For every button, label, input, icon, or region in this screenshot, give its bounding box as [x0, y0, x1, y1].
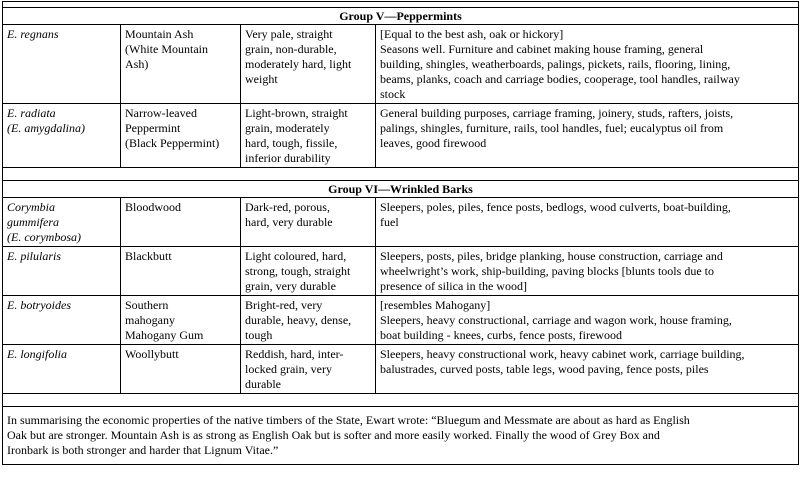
uses-cell-line: Sleepers, heavy constructional, carriage and wagon work, house framing, [380, 313, 732, 327]
description-cell-line: Bright-red, very [245, 298, 323, 312]
description-cell-line: durable [245, 377, 281, 391]
group-title: Group VI—Wrinkled Barks [3, 181, 799, 198]
species-row [3, 247, 799, 296]
description-cell-line: Very pale, straight [245, 27, 333, 41]
description-cell [241, 296, 376, 345]
description-cell-line: grain, very durable [245, 279, 336, 293]
uses-cell-line: [Equal to the best ash, oak or hickory] [380, 27, 564, 41]
uses-cell [376, 198, 799, 247]
uses-cell-line: balustrades, curved posts, table legs, wood paving, fence posts, piles [380, 362, 709, 376]
uses-cell-line: General building purposes, carriage framing, joinery, studs, rafters, joists, [380, 106, 734, 120]
scientific-name-cell [3, 247, 121, 296]
species-row [3, 104, 799, 168]
uses-cell-line: Sleepers, posts, piles, bridge planking, house construction, carriage and [380, 249, 723, 263]
description-cell-line: Reddish, hard, inter- [245, 347, 344, 361]
uses-cell-line: building, shingles, weatherboards, palings, pickets, rails, flooring, lining, [380, 57, 731, 71]
common-name-cell-line: Bloodwood [125, 200, 182, 214]
uses-cell-line: fuel [380, 215, 399, 229]
scientific-name-cell [3, 25, 121, 104]
spacer-row [3, 168, 799, 181]
common-name-cell-line: mahogany [125, 313, 175, 327]
common-name-cell [121, 345, 241, 394]
description-cell-line: tough [245, 328, 273, 342]
scientific-name-cell [3, 198, 121, 247]
description-cell-line: inferior durability [245, 151, 331, 165]
uses-cell-line: palings, shingles, furniture, rails, tool handles, fuel; eucalyptus oil from [380, 121, 724, 135]
description-cell [241, 247, 376, 296]
spacer-cell [3, 168, 799, 181]
uses-cell-line: boat building - knees, curbs, fence posts, firewood [380, 328, 622, 342]
uses-cell-line: [resembles Mahogany] [380, 298, 491, 312]
description-cell-line: strong, tough, straight [245, 264, 351, 278]
summary-paragraph [3, 407, 799, 465]
common-name-cell-line: (White Mountain [125, 42, 208, 56]
scientific-name-cell-line: E. botryoides [7, 298, 71, 312]
scientific-name-cell [3, 296, 121, 345]
common-name-cell [121, 104, 241, 168]
scientific-name-cell [3, 104, 121, 168]
uses-cell-line: stock [380, 87, 406, 101]
uses-cell-line: wheelwright’s work, ship-building, paving blocks [blunts tools due to [380, 264, 714, 278]
uses-cell-line: Sleepers, poles, piles, fence posts, bedlogs, wood culverts, boat-building, [380, 200, 731, 214]
common-name-cell [121, 247, 241, 296]
uses-cell [376, 104, 799, 168]
description-cell-line: locked grain, very [245, 362, 332, 376]
uses-cell [376, 345, 799, 394]
common-name-cell-line: Blackbutt [125, 249, 172, 263]
summary-line: Oak but are stronger. Mountain Ash is as strong as English Oak but is softer and more easily worked. Finally the wood of Grey Box and [7, 428, 660, 442]
description-cell-line: hard, very durable [245, 215, 333, 229]
common-name-cell [121, 25, 241, 104]
uses-cell [376, 247, 799, 296]
description-cell-line: durable, heavy, dense, [245, 313, 352, 327]
description-cell-line: hard, tough, fissile, [245, 136, 338, 150]
common-name-cell-line: (Black Peppermint) [125, 136, 220, 150]
scientific-name-cell-line: Corymbia [7, 200, 55, 214]
scientific-name-cell-line: E. radiata [7, 106, 56, 120]
timber-table-body [3, 2, 799, 465]
description-cell [241, 198, 376, 247]
scientific-name-cell-line: E. pilularis [7, 249, 62, 263]
group-title: Group V—Peppermints [3, 8, 799, 25]
summary-row [3, 407, 799, 465]
scientific-name-cell [3, 345, 121, 394]
timber-table [2, 1, 799, 465]
scientific-name-cell-line: (E. corymbosa) [7, 230, 81, 244]
group-header-row [3, 181, 799, 198]
scientific-name-cell-line: E. longifolia [7, 347, 67, 361]
spacer-cell [3, 394, 799, 407]
description-cell-line: weight [245, 72, 278, 86]
description-cell-line: Light-brown, straight [245, 106, 348, 120]
common-name-cell-line: Narrow-leaved [125, 106, 197, 120]
species-row [3, 345, 799, 394]
common-name-cell-line: Southern [125, 298, 169, 312]
uses-cell [376, 25, 799, 104]
uses-cell-line: beams, planks, coach and carriage bodies, cooperage, tool handles, railway [380, 72, 740, 86]
description-cell-line: grain, non-durable, [245, 42, 337, 56]
species-row [3, 198, 799, 247]
uses-cell-line: Sleepers, heavy constructional work, heavy cabinet work, carriage building, [380, 347, 745, 361]
description-cell [241, 345, 376, 394]
summary-line: Ironbark is both stronger and harder that Lignum Vitae.” [7, 443, 279, 457]
common-name-cell-line: Woollybutt [125, 347, 179, 361]
common-name-cell-line: Mahogany Gum [125, 328, 204, 342]
description-cell-line: Light coloured, hard, [245, 249, 347, 263]
description-cell [241, 104, 376, 168]
description-cell [241, 25, 376, 104]
uses-cell [376, 296, 799, 345]
description-cell-line: Dark-red, porous, [245, 200, 330, 214]
timber-document [2, 1, 798, 465]
common-name-cell [121, 198, 241, 247]
summary-line: In summarising the economic properties of the native timbers of the State, Ewart wrote: “Bluegum and Messmate are about as hard as English [7, 413, 690, 427]
scientific-name-cell-line: (E. amygdalina) [7, 121, 85, 135]
common-name-cell-line: Peppermint [125, 121, 181, 135]
description-cell-line: moderately hard, light [245, 57, 352, 71]
species-row [3, 296, 799, 345]
uses-cell-line: presence of silica in the wood] [380, 279, 527, 293]
uses-cell-line: leaves, good firewood [380, 136, 487, 150]
scientific-name-cell-line: gummifera [7, 215, 59, 229]
description-cell-line: grain, moderately [245, 121, 330, 135]
spacer-row [3, 394, 799, 407]
scientific-name-cell-line: E. regnans [7, 27, 59, 41]
common-name-cell-line: Mountain Ash [125, 27, 194, 41]
species-row [3, 25, 799, 104]
group-header-row [3, 8, 799, 25]
common-name-cell [121, 296, 241, 345]
common-name-cell-line: Ash) [125, 57, 149, 71]
uses-cell-line: Seasons well. Furniture and cabinet making house framing, general [380, 42, 704, 56]
